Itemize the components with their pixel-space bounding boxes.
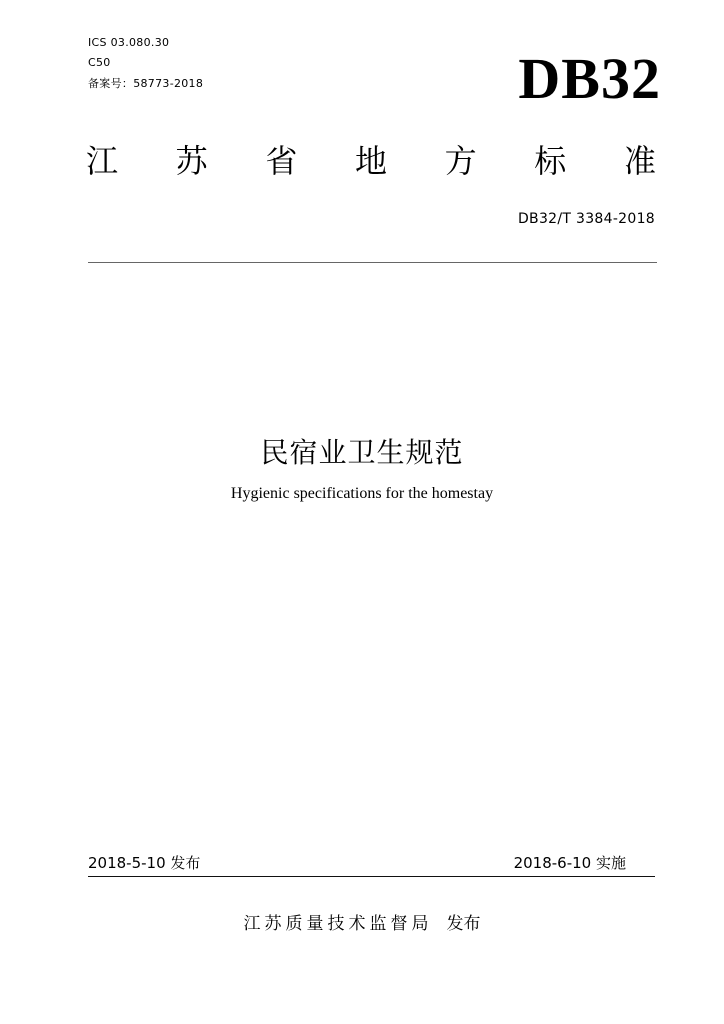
issuer-line — [0, 909, 724, 934]
bottom-divider — [88, 876, 655, 877]
record-number: 备案号：58773-2018 — [88, 77, 204, 90]
ics-code: ICS 03.080.30 — [88, 36, 170, 49]
category-char: 苏 — [175, 142, 208, 180]
category-char: 方 — [444, 142, 477, 180]
category-char: 江 — [86, 142, 119, 180]
category-char: 准 — [623, 142, 656, 180]
category-char: 标 — [534, 142, 567, 180]
classification-code: C50 — [88, 56, 111, 69]
standard-number: DB32/T 3384-2018 — [517, 211, 655, 227]
issuer-action: 发布 — [446, 914, 481, 934]
document-subtitle-english: Hygienic specifications for the homestay — [230, 485, 494, 502]
document-title: 民宿业卫生规范 — [260, 436, 464, 469]
publish-date: 2018-5-10 发布 — [88, 854, 201, 872]
category-char: 地 — [354, 142, 387, 180]
category-char: 省 — [265, 142, 298, 180]
standard-category-title — [86, 141, 656, 181]
standard-logo: DB32 — [518, 46, 661, 111]
implementation-date: 2018-6-10 实施 — [513, 854, 626, 872]
issuer-name: 江苏质量技术监督局 — [243, 914, 433, 934]
top-divider — [88, 262, 657, 263]
